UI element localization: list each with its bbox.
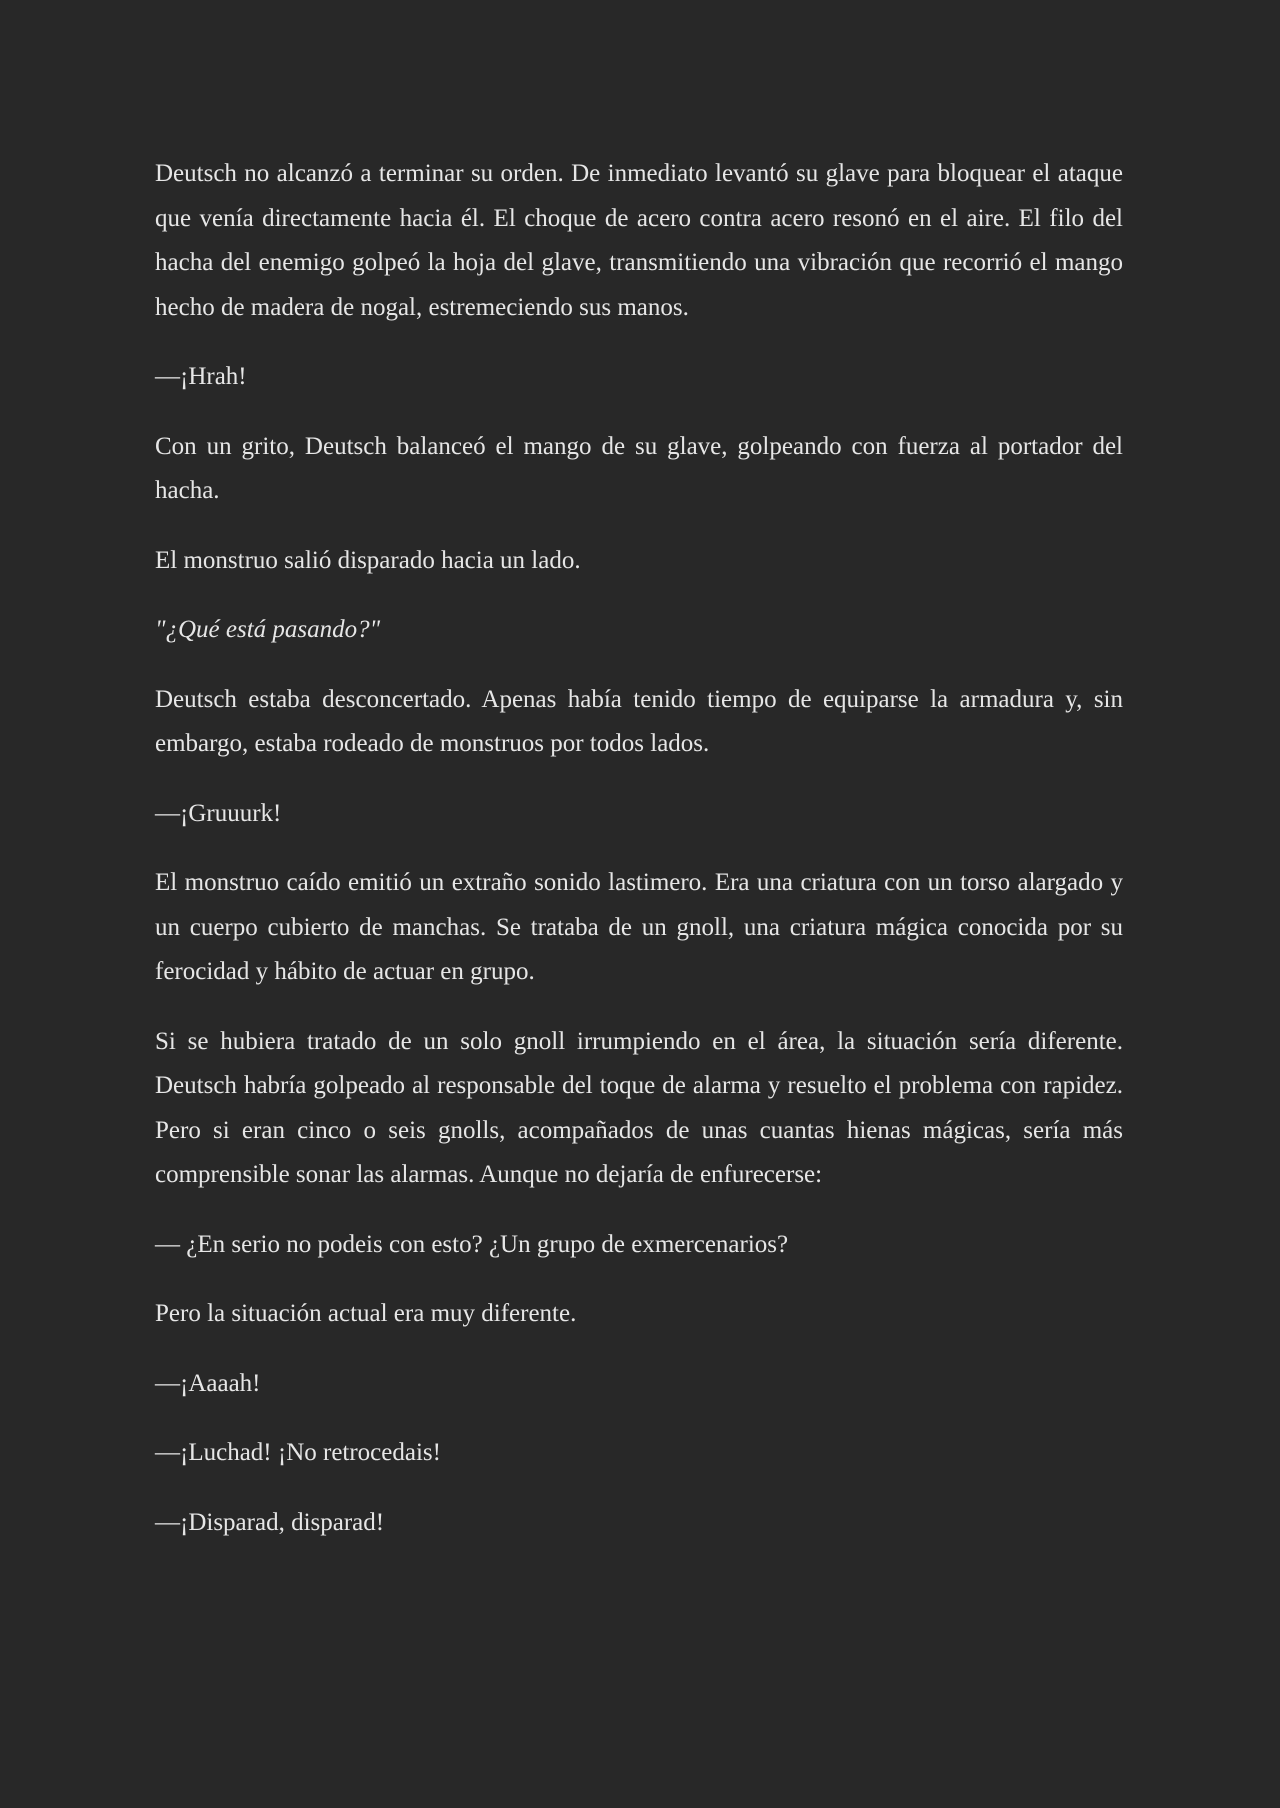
paragraph: Pero la situación actual era muy diferente.	[155, 1300, 577, 1327]
paragraph: El monstruo caído emitió un extraño sonido lastimero. Era una criatura con un torso alargado y un cuerpo cubierto de manchas. Se trataba de un gnoll, una criatura mágica conocida por su ferocidad y hábito de actuar en grupo.	[155, 869, 1123, 985]
dialogue-line: —¡Disparad, disparad!	[155, 1508, 385, 1536]
dialogue-line: —¡Luchad! ¡No retrocedais!	[155, 1439, 441, 1466]
dialogue-line: —¡Hrah!	[155, 363, 247, 390]
dialogue-line: —¡Gruuurk!	[155, 799, 282, 827]
paragraph: Si se hubiera tratado de un solo gnoll irrumpiendo en el área, la situación sería diferente. Deutsch habría golpeado al responsable del toque de alarma y resuelto el problema con rapidez. Pero si eran cinco o seis gnolls, acompañados de unas cuantas hienas mágicas, sería más comprensible sonar las alarmas. Aunque no dejaría de enfurecerse:	[155, 1027, 1123, 1188]
paragraph: El monstruo salió disparado hacia un lado.	[155, 546, 581, 574]
dialogue-line: —¡Aaaah!	[155, 1369, 261, 1397]
dialogue-line: — ¿En serio no podeis con esto? ¿Un grupo de exmercenarios?	[155, 1230, 789, 1258]
thought-line: "¿Qué está pasando?"	[155, 616, 381, 643]
paragraph: Deutsch estaba desconcertado. Apenas había tenido tiempo de equiparse la armadura y, sin embargo, estaba rodeado de monstruos por todos lados.	[155, 685, 1123, 757]
paragraph: Con un grito, Deutsch balanceó el mango de su glave, golpeando con fuerza al portador del hacha.	[155, 432, 1123, 504]
paragraph: Deutsch no alcanzó a terminar su orden. De inmediato levantó su glave para bloquear el ataque que venía directamente hacia él. El choque de acero contra acero resonó en el aire. El filo del hacha del enemigo golpeó la hoja del glave, transmitiendo una vibración que recorrió el mango hecho de madera de nogal, estremeciendo sus manos.	[155, 160, 1123, 321]
chapter-text	[155, 152, 1123, 1570]
